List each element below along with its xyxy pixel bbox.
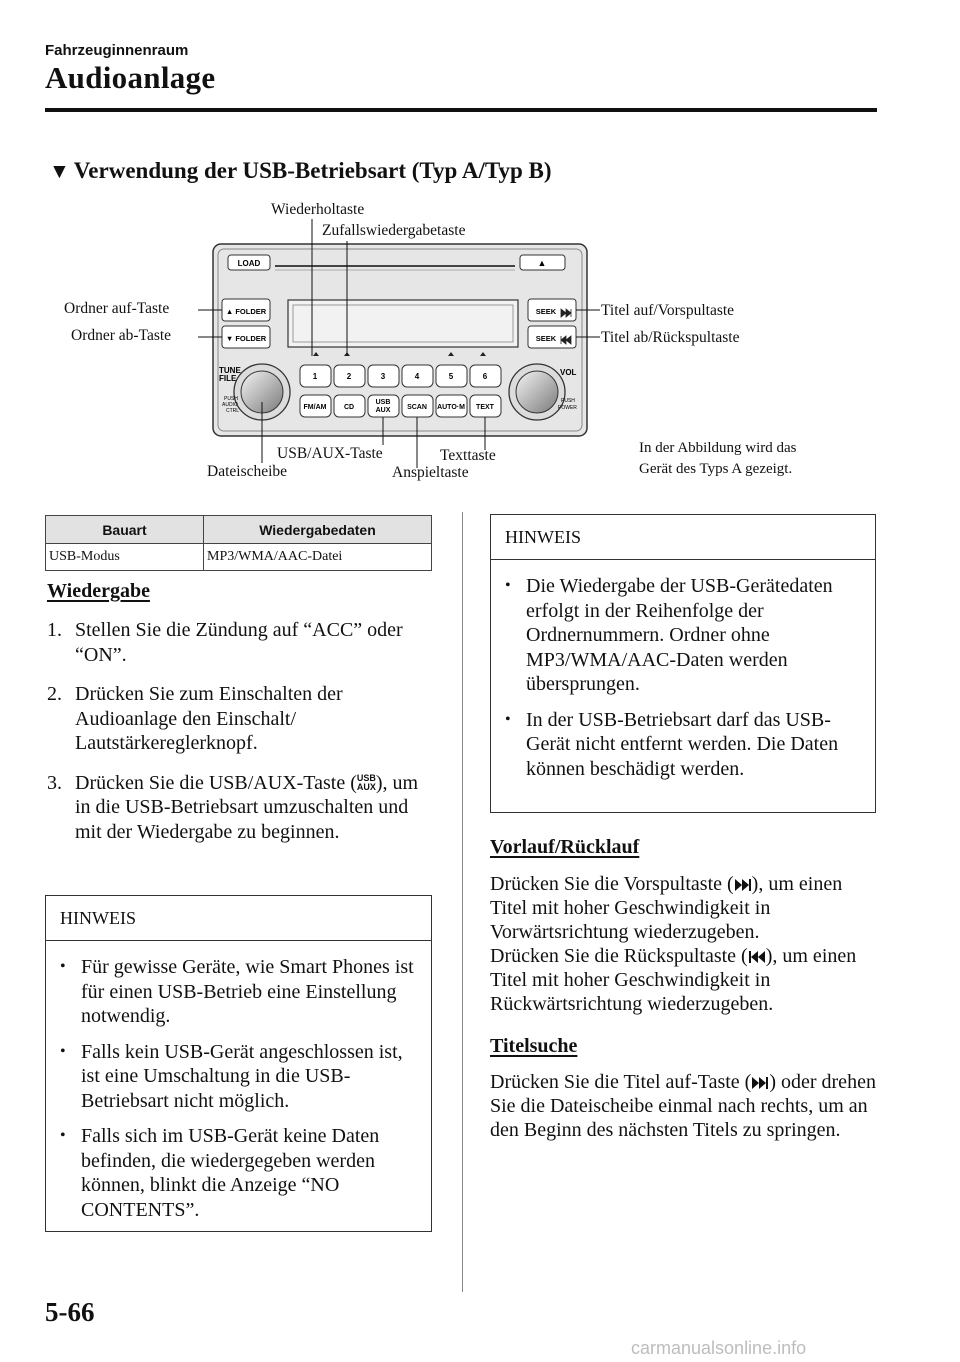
note-list — [46, 941, 431, 1222]
list-item: • Falls kein USB-Gerät angeschlossen ist, ist eine Umschaltung in die USB-Betriebsart nicht möglich. — [60, 1040, 423, 1114]
volume-knob — [516, 371, 558, 413]
svg-text:6: 6 — [482, 372, 488, 381]
playback-heading: Wiedergabe — [47, 580, 150, 602]
list-item: • In der USB-Betriebsart darf das USB-Gerät nicht entfernt werden. Die Daten können beschädigt werden. — [505, 708, 867, 782]
svg-text:3: 3 — [380, 372, 386, 381]
audio-unit-diagram — [0, 0, 960, 500]
table-cell: MP3/WMA/AAC-Datei — [204, 544, 432, 571]
svg-text:SEEK: SEEK — [535, 334, 557, 343]
figure-caption-line-1: In der Abbildung wird das — [639, 440, 797, 456]
ffrew-paragraph: Drücken Sie die Vorspultaste ( ), um einen Titel mit hoher Geschwindigkeit in Vorwärtsrichtung wiederzugeben. Drücken Sie die Rückspultaste ( ), um einen Titel mit hoher Geschwindigkeit in Rückwärtsrichtung wiederzugeben. — [490, 873, 857, 1015]
table-row — [46, 544, 432, 571]
table-header: Wiedergabedaten — [204, 516, 432, 544]
chapter-title: Audioanlage — [45, 60, 216, 95]
triangle-bullet-icon: ▼ — [49, 159, 70, 183]
callout-folder-down: Ordner ab-Taste — [71, 327, 172, 344]
svg-text:POWER: POWER — [558, 405, 577, 411]
svg-text:PUSH: PUSH — [561, 398, 575, 404]
note-box-left — [45, 895, 432, 1232]
svg-text:2: 2 — [346, 372, 352, 381]
callout-dial: Dateischeibe — [207, 463, 288, 480]
svg-text:FM/AM: FM/AM — [303, 404, 327, 411]
callout-random: Zufallswiedergabetaste — [322, 222, 466, 239]
callout-scan: Anspieltaste — [392, 464, 469, 481]
spec-table — [45, 515, 432, 571]
svg-text:SCAN: SCAN — [407, 404, 427, 411]
svg-text:CTRL: CTRL — [226, 408, 240, 414]
search-paragraph: Drücken Sie die Titel auf-Taste ( ) oder drehen Sie die Dateischeibe einmal nach rechts, um an den Beginn des nächsten Titels zu springen. — [490, 1071, 876, 1141]
svg-text:TEXT: TEXT — [476, 404, 494, 411]
svg-text:5: 5 — [448, 372, 454, 381]
figure-caption-line-2: Gerät des Typs A gezeigt. — [639, 461, 793, 477]
fast-forward-icon — [734, 878, 752, 892]
note-title: HINWEIS — [491, 515, 875, 560]
callout-text: Texttaste — [440, 447, 496, 464]
svg-text:FILE: FILE — [219, 374, 237, 383]
rewind-icon — [748, 950, 766, 964]
table-header-row — [46, 516, 432, 544]
list-item: • Die Wiedergabe der USB-Gerätedaten erfolgt in der Reihenfolge der Ordnernummern. Ordner ohne MP3/WMA/AAC-Daten werden übersprungen. — [505, 574, 867, 697]
list-item: • Für gewisse Geräte, wie Smart Phones ist für einen USB-Betrieb eine Einstellung notwendig. — [60, 955, 423, 1029]
list-item: 3. Drücken Sie die USB/AUX-Taste (USB AUX), um in die USB-Betriebsart umzuschalten und mit der Wiedergabe zu beginnen. — [47, 771, 419, 843]
callout-track-up: Titel auf/Vorspultaste — [601, 302, 735, 319]
search-heading: Titelsuche — [490, 1035, 578, 1057]
fast-forward-icon — [751, 1076, 769, 1090]
list-item: 2. Drücken Sie zum Einschalten der Audioanlage den Einschalt/ Lautstärkereglerknopf. — [47, 683, 343, 754]
svg-text:TUNE: TUNE — [219, 366, 241, 375]
svg-text:▼ FOLDER: ▼ FOLDER — [225, 334, 267, 343]
callout-track-down: Titel ab/Rückspultaste — [601, 329, 740, 346]
svg-text:USB: USB — [375, 399, 391, 406]
svg-text:4: 4 — [414, 372, 420, 381]
figure-caption — [639, 438, 796, 480]
display-screen — [288, 300, 518, 347]
svg-text:LOAD: LOAD — [237, 259, 261, 268]
callout-repeat: Wiederholtaste — [271, 201, 365, 218]
table-header: Bauart — [46, 516, 204, 544]
table-cell: USB-Modus — [46, 544, 204, 571]
callout-folder-up: Ordner auf-Taste — [64, 300, 170, 317]
note-title: HINWEIS — [46, 896, 431, 941]
column-divider — [462, 512, 463, 1292]
playback-steps — [47, 618, 432, 859]
svg-text:▲ FOLDER: ▲ FOLDER — [225, 307, 267, 316]
list-item: • Falls sich im USB-Gerät keine Daten befinden, die wiedergegeben werden können, blinkt die Anzeige “NO CONTENTS”. — [60, 1124, 423, 1222]
svg-text:1: 1 — [312, 372, 318, 381]
note-list — [491, 560, 875, 781]
svg-text:CD: CD — [343, 404, 355, 411]
usb-aux-icon: USB AUX — [356, 772, 376, 792]
list-item: 1. Stellen Sie die Zündung auf “ACC” oder “ON”. — [47, 619, 403, 666]
section-label: Fahrzeuginnenraum — [45, 42, 189, 59]
svg-text:AUDIO: AUDIO — [222, 402, 238, 408]
ffrew-heading: Vorlauf/Rücklauf — [490, 836, 640, 858]
svg-text:AUX: AUX — [375, 407, 391, 414]
note-box-right — [490, 514, 876, 813]
svg-text:VOL: VOL — [560, 368, 577, 377]
svg-text:▲: ▲ — [537, 258, 547, 268]
svg-text:SEEK: SEEK — [535, 307, 557, 316]
svg-text:AUTO·M: AUTO·M — [437, 404, 465, 411]
watermark: carmanualsonline.info — [631, 1338, 807, 1358]
section-heading-text: Verwendung der USB-Betriebsart (Typ A/Typ B) — [73, 158, 552, 183]
svg-text:PUSH: PUSH — [224, 396, 238, 402]
page-number: 5-66 — [45, 1297, 95, 1327]
callout-usb-aux: USB/AUX-Taste — [277, 445, 383, 462]
